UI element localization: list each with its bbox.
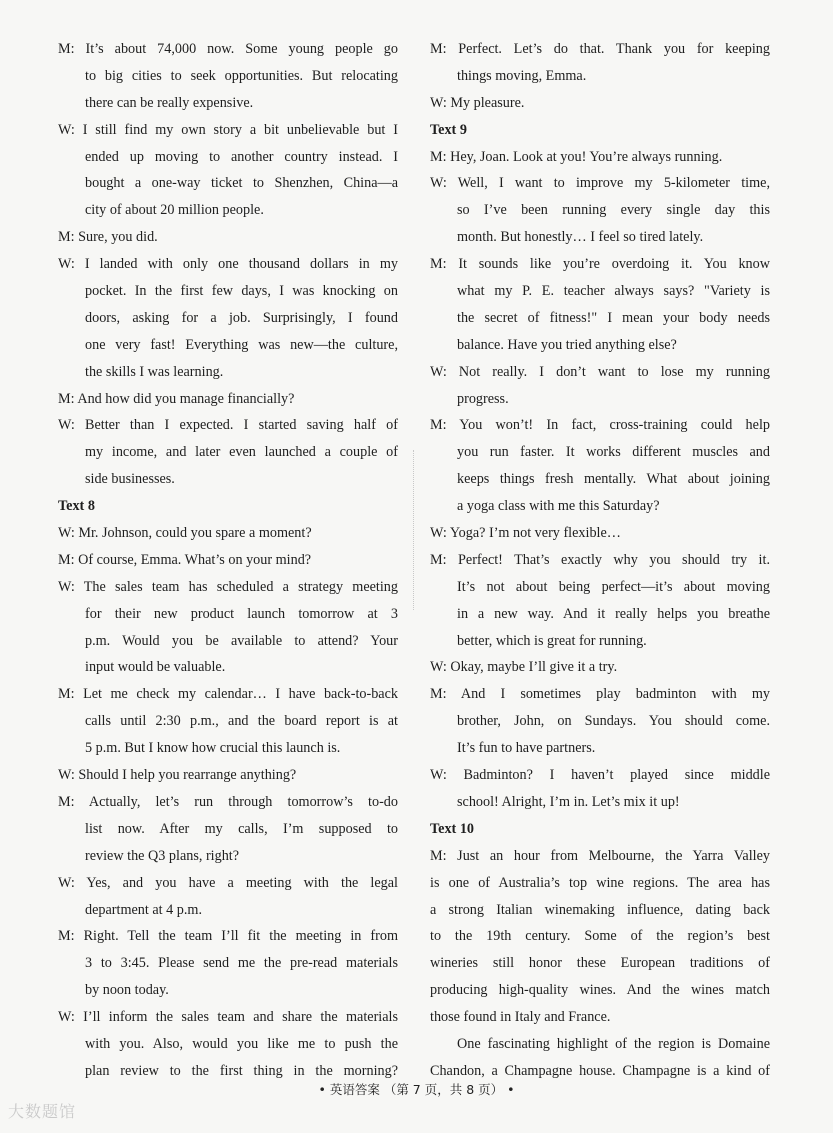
text-line: keeps things fresh mentally. What about joining [457,471,770,488]
text-line: One fascinating highlight of the region is Domaine [457,1035,770,1052]
text-line: for their new product launch tomorrow at 3 [85,605,398,622]
text-line: to big cities to seek opportunities. But relocating [85,67,398,84]
text-line: W: Yoga? I’m not very flexible… [430,525,621,542]
text-line: you run faster. It works different muscles and [457,444,770,461]
text-line: better, which is great for running. [457,632,647,649]
text-line: is one of Australia’s top wine regions. The area has [430,874,770,891]
text-line: W: Not really. I don’t want to lose my running [430,363,770,380]
text-line: one very fast! Everything was new—the culture, [85,336,398,353]
text-line: balance. Have you tried anything else? [457,336,677,353]
text-line: brother, John, on Sundays. You should come. [457,713,770,730]
text-line: It’s fun to have partners. [457,740,596,757]
text-line: M: You won’t! In fact, cross-training could help [430,417,770,434]
text-line: doors, asking for a job. Surprisingly, I found [85,309,398,326]
text-line: M: Perfect. Let’s do that. Thank you for keeping [430,41,770,57]
text-line: progress. [457,390,509,407]
left-column [58,36,398,1085]
text-line: input would be valuable. [85,659,226,676]
text-line: there can be really expensive. [85,94,254,111]
right-column [430,36,770,1085]
text-line: W: I landed with only one thousand dollars in my [58,256,398,273]
text-line: ended up moving to another country instead. I [85,148,398,165]
text-line: M: It sounds like you’re overdoing it. You know [430,256,770,273]
text-line: my income, and later even launched a couple of [85,444,398,461]
section-heading: Text 10 [430,820,475,837]
text-line: plan review to the first thing in the morning? [85,1062,398,1079]
text-line: M: Right. Tell the team I’ll fit the meeting in from [58,928,398,945]
text-line: the skills I was learning. [85,363,224,380]
text-line: bought a one-way ticket to Shenzhen, China—a [85,175,398,192]
text-line: to the 19th century. Some of the region’s best [430,928,770,945]
text-line: in a new way. And it really helps you breathe [457,605,770,622]
text-line: what my P. E. teacher always says? "Variety is [457,283,770,300]
text-line: p.m. Would you be available to attend? Your [85,632,398,649]
text-line: Chandon, a Champagne house. Champagne is a kind of [430,1062,770,1079]
text-line: list now. After my calls, I’m supposed to [85,820,398,837]
text-line: so I’ve been running every single day this [457,202,770,219]
text-line: 5 p.m. But I know how crucial this launch is. [85,740,341,757]
text-line: M: Hey, Joan. Look at you! You’re always running. [430,148,723,165]
text-line: W: Yes, and you have a meeting with the legal [58,874,398,891]
text-line: review the Q3 plans, right? [85,847,240,864]
text-line: M: It’s about 74,000 now. Some young people go [58,41,398,57]
text-line: a strong Italian winemaking influence, dating back [430,901,770,918]
text-line: school! Alright, I’m in. Let’s mix it up! [457,793,680,810]
section-heading: Text 9 [430,121,467,138]
text-line: with you. Also, would you like me to push the [85,1035,398,1052]
text-line: W: I still find my own story a bit unbelievable but I [58,121,398,138]
text-line: W: My pleasure. [430,94,525,111]
text-line: M: Of course, Emma. What’s on your mind? [58,551,312,568]
text-line: W: Mr. Johnson, could you spare a moment? [58,525,312,542]
text-line: W: Okay, maybe I’ll give it a try. [430,659,618,676]
text-line: M: Sure, you did. [58,229,158,246]
text-line: city of about 20 million people. [85,202,264,219]
text-line: W: I’ll inform the sales team and share the materials [58,1009,398,1026]
text-line: 3 to 3:45. Please send me the pre-read materials [85,955,398,972]
text-line: department at 4 p.m. [85,901,203,918]
text-line: producing high-quality wines. And the wines match [430,982,770,999]
text-line: W: Better than I expected. I started saving half of [58,417,398,434]
text-line: M: And I sometimes play badminton with my [430,686,770,703]
section-heading: Text 8 [58,498,95,515]
text-line: wineries still honor these European traditions of [430,955,770,972]
text-line: M: And how did you manage financially? [58,390,295,407]
text-line: by noon today. [85,982,169,999]
text-line: pocket. In the first few days, I was knocking on [85,283,398,300]
text-line: M: Actually, let’s run through tomorrow’s to-do [58,793,398,810]
text-line: M: Let me check my calendar… I have back-to-back [58,686,398,703]
text-line: M: Just an hour from Melbourne, the Yarra Valley [430,847,770,864]
text-line: It’s not about being perfect—it’s about moving [457,578,770,595]
text-line: things moving, Emma. [457,67,587,84]
text-line: W: Should I help you rearrange anything? [58,767,297,784]
text-line: the secret of fitness!" I mean your body needs [457,309,770,326]
text-line: W: Well, I want to improve my 5-kilometer time, [430,175,770,192]
page-footer: • 英语答案 （第 7 页，共 8 页） • [318,1082,515,1097]
text-line: W: Badminton? I haven’t played since middle [430,767,770,784]
page-fold-line [413,450,416,610]
text-line: those found in Italy and France. [430,1009,611,1026]
watermark: 大数题馆 [8,1102,77,1121]
text-line: calls until 2:30 p.m., and the board report is at [85,713,398,730]
text-line: month. But honestly… I feel so tired lately. [457,229,704,246]
text-line: a yoga class with me this Saturday? [457,498,660,515]
text-line: side businesses. [85,471,175,488]
text-line: M: Perfect! That’s exactly why you should try it. [430,551,770,568]
text-line: W: The sales team has scheduled a strategy meeting [58,578,398,595]
